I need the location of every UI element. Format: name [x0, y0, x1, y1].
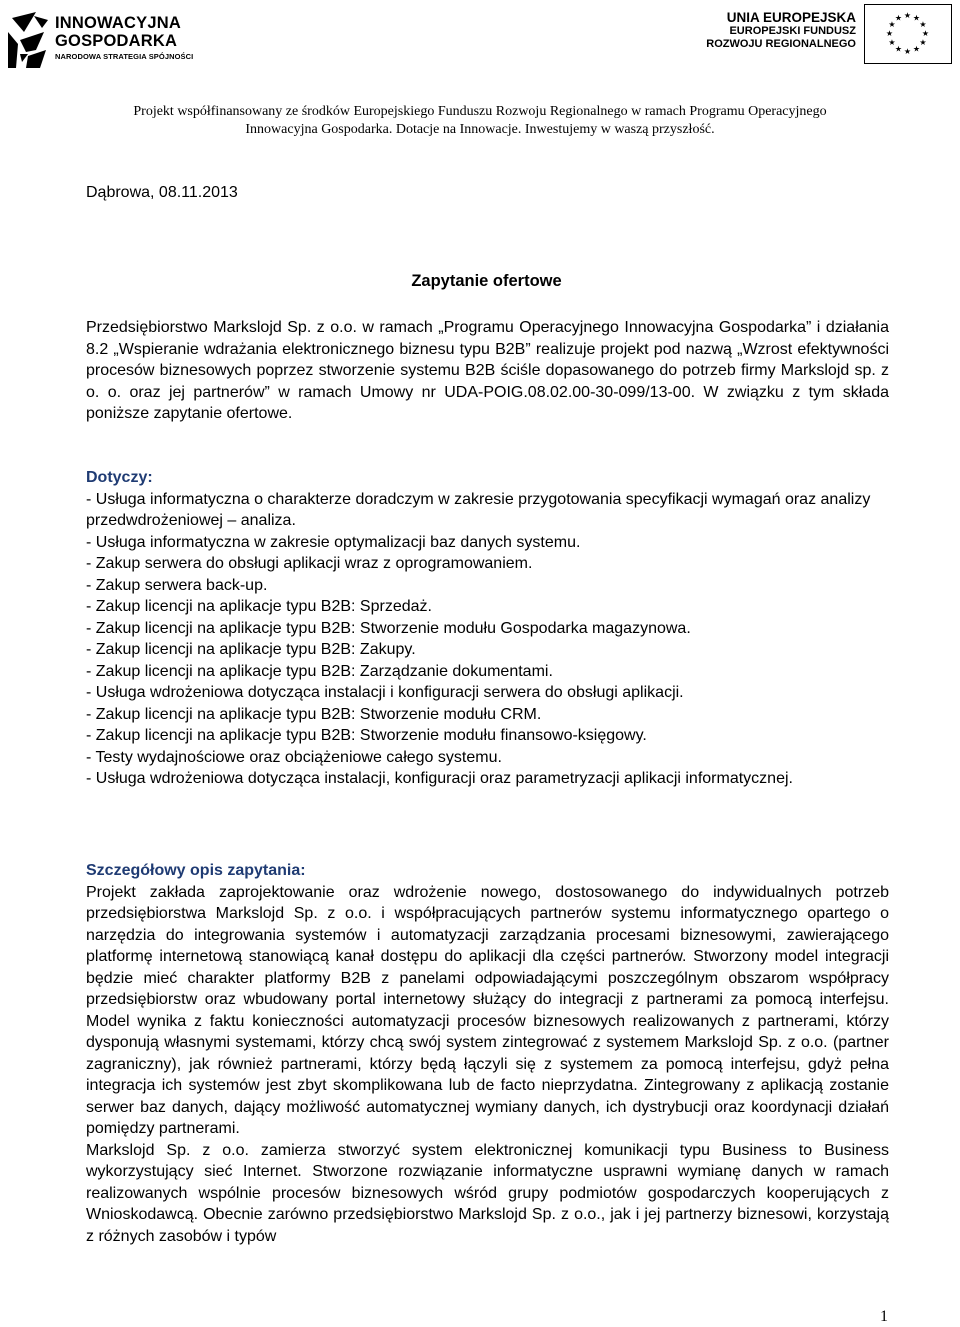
list-item: - Usługa informatyczna o charakterze doradczym w zakresie przygotowania specyfikacji wymagań oraz analizy przedwdrożeniowej – analiza. [86, 490, 871, 529]
intro-paragraph: Przedsiębiorstwo Markslojd Sp. z o.o. w ramach „Programu Operacyjnego Innowacyjna Gospodarka” i działania 8.2 „Wspieranie wdrażania elektronicznego biznesu typu B2B” realizuje projekt pod nazwą „Wzrost efektywności procesów biznesowych poprzez stworzenie systemu B2B ściśle dopasowanego do potrzeb firmy Markslojd sp. z o. o. oraz jej partnerów” w ramach Umowy nr UDA-POIG.08.02.00-30-099/13-00. W związku z tym składa poniższe zapytanie ofertowe. [86, 319, 889, 422]
list-item: - Zakup licencji na aplikacje typu B2B: Stworzenie modułu finansowo-księgowy. [86, 727, 647, 744]
eu-logo-line2: EUROPEJSKI FUNDUSZ [729, 25, 856, 37]
svg-text:★: ★ [885, 29, 894, 38]
document-title: Zapytanie ofertowe [411, 272, 562, 290]
innowacyjna-gospodarka-logo [6, 10, 206, 68]
list-item: - Usługa wdrożeniowa dotycząca instalacji, konfiguracji oraz parametryzacji aplikacji informatycznej. [86, 770, 793, 787]
list-item: - Zakup serwera back-up. [86, 576, 268, 594]
svg-text:★: ★ [894, 44, 903, 54]
opis-paragraph: Markslojd Sp. z o.o. zamierza stworzyć system elektronicznej komunikacji typu Business to Business wykorzystujący sieć Internet. Stworzone rozwiązanie informatyczne usprawni wymianę danych w ramach realizowanych wspólnie procesów biznesowych wśród grupy podmiotów gospodarczych kooperujących z Wnioskodawcą. Obecnie zarówno przedsiębiorstwo Markslojd Sp. z o.o., jak i jej partnerzy biznesowi, korzystają z różnych zasobów i typów [86, 1141, 889, 1245]
list-item: - Zakup licencji na aplikacje typu B2B: Stworzenie modułu CRM. [86, 705, 542, 723]
svg-text:★: ★ [894, 13, 903, 23]
logo-left-line1: INNOWACYJNA [55, 14, 181, 32]
svg-text:★: ★ [919, 38, 927, 47]
svg-text:★: ★ [888, 20, 896, 29]
svg-text:★: ★ [888, 38, 896, 47]
list-item: - Zakup serwera do obsługi aplikacji wraz z oprogramowaniem. [86, 555, 533, 572]
opis-section [86, 860, 889, 1247]
dotyczy-section [86, 467, 889, 790]
svg-text:★: ★ [919, 20, 927, 29]
dotyczy-heading: Dotyczy: [86, 469, 153, 486]
logo-left-line2: GOSPODARKA [55, 32, 178, 50]
eu-logo-line3: ROZWOJU REGIONALNEGO [706, 38, 856, 50]
eu-logo-line1: UNIA EUROPEJSKA [726, 10, 856, 25]
innowacyjna-gospodarka-emblem-icon [6, 10, 52, 68]
eu-logo-text [706, 11, 856, 51]
page-number: 1 [880, 1308, 888, 1325]
cofinancing-line2: Innowacyjna Gospodarka. Dotacje na Innowacje. Inwestujemy w waszą przyszłość. [245, 122, 715, 137]
cofinancing-line1: Projekt współfinansowany ze środków Europejskiego Funduszu Rozwoju Regionalnego w ramach Programu Operacyjnego [133, 104, 827, 119]
list-item: - Zakup licencji na aplikacje typu B2B: Sprzedaż. [86, 598, 432, 615]
eu-flag-icon [864, 4, 952, 64]
document-date: Dąbrowa, 08.11.2013 [86, 184, 238, 201]
svg-text:★: ★ [912, 13, 921, 23]
logo-left-line3: NARODOWA STRATEGIA SPÓJNOŚCI [55, 52, 194, 61]
list-item: - Usługa wdrożeniowa dotycząca instalacji i konfiguracji serwera do obsługi aplikacji. [86, 684, 684, 701]
list-item: - Zakup licencji na aplikacje typu B2B: Stworzenie modułu Gospodarka magazynowa. [86, 619, 691, 637]
list-item: - Usługa informatyczna w zakresie optymalizacji baz danych systemu. [86, 533, 581, 551]
list-item: - Testy wydajnościowe oraz obciążeniowe całego systemu. [86, 748, 502, 766]
svg-text:★: ★ [903, 11, 912, 20]
list-item: - Zakup licencji na aplikacje typu B2B: Zarządzanie dokumentami. [86, 662, 553, 680]
list-item: - Zakup licencji na aplikacje typu B2B: Zakupy. [86, 641, 416, 658]
eu-logo [702, 4, 952, 64]
svg-text:★: ★ [921, 29, 930, 38]
svg-text:★: ★ [903, 47, 912, 56]
opis-paragraph: Projekt zakłada zaprojektowanie oraz wdrożenie nowego, dostosowanego do indywidualnych potrzeb przedsiębiorstwa Markslojd Sp. z o.o. i współpracujących partnerów systemu informatycznego opartego o narzędzia do integrowania systemów i automatyzacji zarządzania procesami biznesowymi, zawierającego platformę internetową stanowiącą kanał dostępu do aplikacji dla części partnerów. Stworzony model integracji będzie mieć charakter platformy B2B z panelami odpowiadającymi poszczególnym obszarom współpracy przedsiębiorstw oraz wbudowany portal internetowy służący do integracji z partnerami za pomocą interfejsu. Model wynika z faktu konieczności automatyzacji procesów biznesowych realizowanych z partnerami, którzy dysponują własnymi systemami, którzy chcą swój system zintegrować z systemem Markslojd Sp. z o.o. (partner zagraniczny), jak również partnerami, którzy będą łączyli się z systemem za pomocą interfejsu, gdyż pełna integracja ich systemów jest zbyt skomplikowana lub de facto nieprzydatna. Zintegrowany z aplikacją zostanie serwer baz danych, dający możliwość automatycznej wymiany danych, ich dystrybucji oraz koordynacji działań pomiędzy partnerami. [86, 883, 889, 1137]
svg-text:★: ★ [912, 44, 921, 54]
cofinancing-note [0, 103, 960, 139]
opis-heading: Szczegółowy opis zapytania: [86, 862, 306, 879]
